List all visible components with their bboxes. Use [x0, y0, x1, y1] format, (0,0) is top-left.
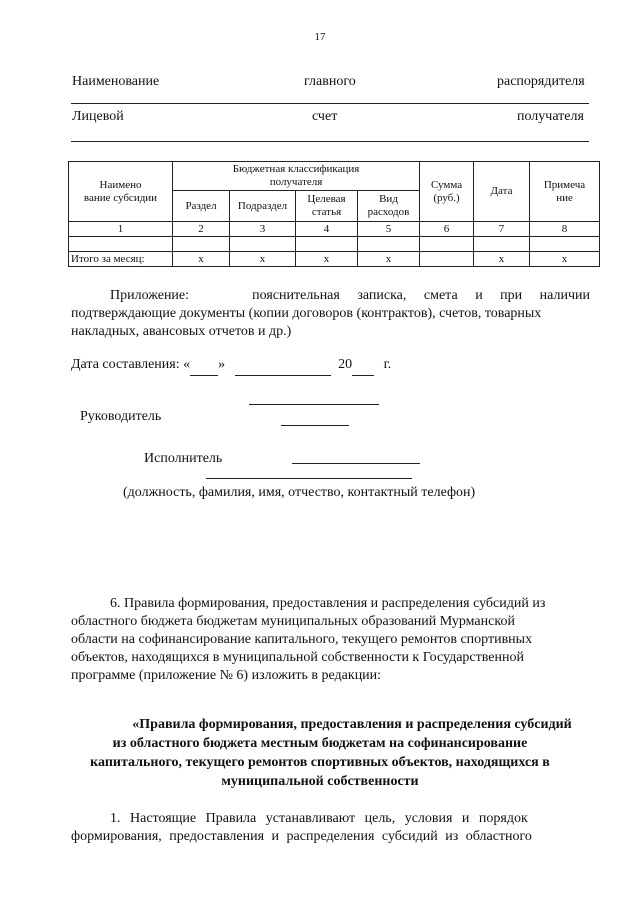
col-header-subsection: Подраздел	[230, 191, 296, 222]
attachment-line-1	[110, 287, 590, 306]
col-header-section: Раздел	[173, 191, 230, 222]
rules-title-line-1: «Правила формирования, предоставления и распределения субсидий	[132, 717, 572, 732]
table-cell	[230, 237, 296, 252]
executor-note: (должность, фамилия, имя, отчество, контактный телефон)	[123, 485, 476, 500]
col-header-target-item: Целевая статья	[296, 191, 358, 222]
table-cell: х	[230, 252, 296, 267]
section6-line-5: программе (приложение № 6) изложить в редакции:	[71, 668, 382, 683]
table-row-numbers	[69, 222, 600, 237]
attachment-line-1-rest: пояснительная записка, смета и при наличии	[252, 288, 590, 303]
col-header-subsidy-name: Наимено вание субсидии	[69, 162, 173, 222]
para1-line-1: 1. Настоящие Правила устанавливают цель, условия и порядок	[110, 811, 528, 826]
table-cell: 4	[296, 222, 358, 237]
table-cell: х	[530, 252, 600, 267]
table-cell: 8	[530, 222, 600, 237]
section6-line-3: области на софинансирование капитального, текущего ремонтов спортивных	[71, 632, 533, 647]
header-label-name: Наименование	[72, 74, 160, 89]
table-cell	[530, 237, 600, 252]
table-cell: х	[474, 252, 530, 267]
header-label-administrator: распорядителя	[497, 74, 585, 89]
date-year: 20	[338, 357, 353, 372]
section6-line-4: объектов, находящихся в муниципальной собственности к Государственной	[71, 650, 524, 665]
table-cell: х	[358, 252, 420, 267]
budget-table	[68, 161, 600, 267]
table-cell	[296, 237, 358, 252]
head-label: Руководитель	[80, 409, 162, 424]
table-cell: х	[173, 252, 230, 267]
date-day-blank	[190, 356, 218, 376]
col-header-sum: Сумма (руб.)	[420, 162, 474, 222]
table-cell	[69, 237, 173, 252]
section6-line-2: областного бюджета бюджетам муниципальных образований Мурманской	[71, 614, 515, 629]
header-label-schet: счет	[312, 109, 338, 124]
date-mid: »	[218, 357, 226, 372]
header-rule-1	[71, 103, 589, 104]
table-cell: 7	[474, 222, 530, 237]
total-label: Итого за месяц:	[69, 252, 173, 267]
para1-line-2: формирования, предоставления и распределения субсидий из областного	[71, 829, 532, 844]
date-month-blank	[235, 356, 331, 376]
executor-details-rule	[206, 478, 412, 479]
head-signature-rule	[249, 404, 379, 405]
col-header-date: Дата	[474, 162, 530, 222]
date-label: Дата составления: «	[71, 357, 191, 372]
table-cell: 6	[420, 222, 474, 237]
table-cell	[420, 237, 474, 252]
table-cell: 5	[358, 222, 420, 237]
table-cell: 3	[230, 222, 296, 237]
table-cell	[173, 237, 230, 252]
col-header-note: Примеча ние	[530, 162, 600, 222]
col-header-expense-type: Вид расходов	[358, 191, 420, 222]
attachment-line-2: подтверждающие документы (копии договоров (контрактов), счетов, товарных	[71, 306, 542, 321]
attachment-line-3: накладных, авансовых отчетов и др.)	[71, 324, 292, 339]
table-row-empty	[69, 237, 600, 252]
table-cell: х	[296, 252, 358, 267]
table-row-total	[69, 252, 600, 267]
header-label-recipient: получателя	[517, 109, 584, 124]
table-cell	[358, 237, 420, 252]
executor-label: Исполнитель	[144, 451, 223, 466]
rules-title-line-3: капитального, текущего ремонтов спортивных объектов, находящихся в	[90, 755, 550, 770]
table-cell	[420, 252, 474, 267]
head-name-rule	[281, 425, 349, 426]
table-cell: 1	[69, 222, 173, 237]
date-line	[71, 356, 391, 376]
page-number: 17	[314, 31, 326, 43]
attachment-label: Приложение:	[110, 288, 190, 303]
table-cell: 2	[173, 222, 230, 237]
date-suffix: г.	[383, 357, 392, 372]
date-year-blank	[352, 356, 374, 376]
section6-line-1: 6. Правила формирования, предоставления и распределения субсидий из	[110, 596, 546, 611]
executor-signature-rule	[292, 463, 420, 464]
col-header-budget-classification: Бюджетная классификация получателя	[173, 162, 420, 191]
table-cell	[474, 237, 530, 252]
header-rule-2	[71, 141, 589, 142]
header-label-account: Лицевой	[72, 109, 124, 124]
rules-title-line-2: из областного бюджета местным бюджетам на софинансирование	[112, 736, 528, 751]
rules-title-line-4: муниципальной собственности	[221, 774, 419, 789]
header-label-main: главного	[304, 74, 356, 89]
